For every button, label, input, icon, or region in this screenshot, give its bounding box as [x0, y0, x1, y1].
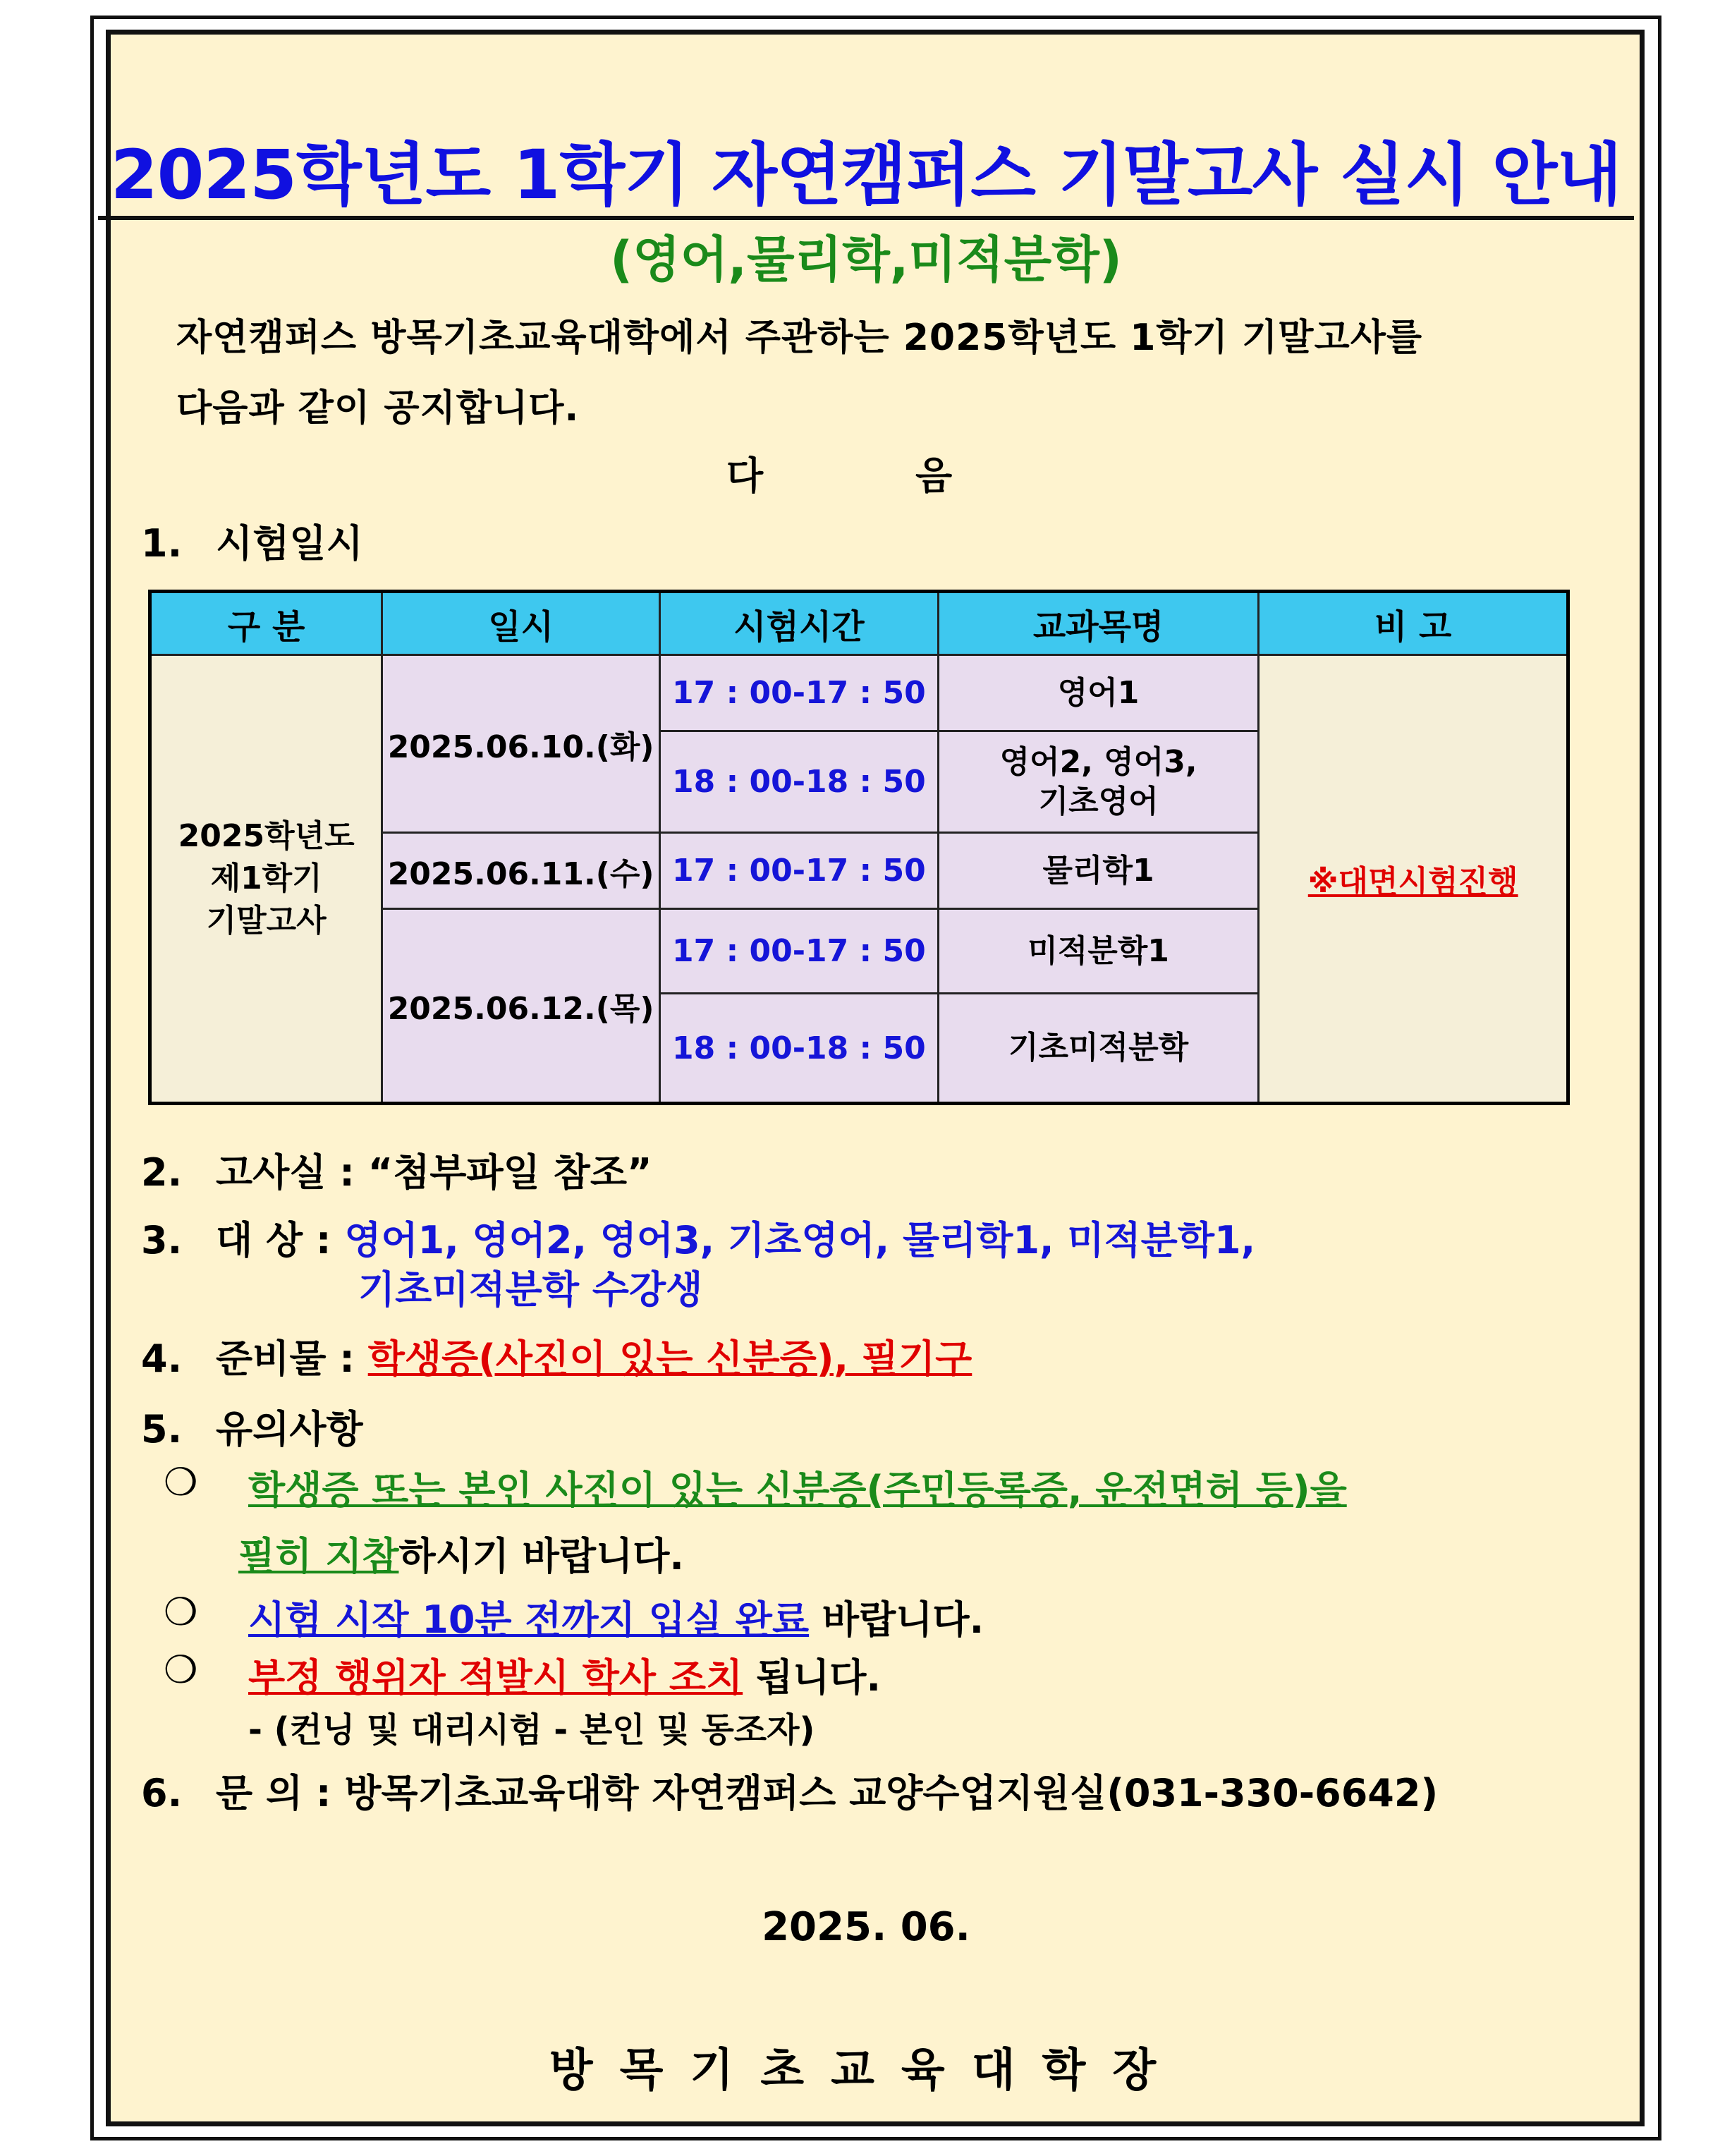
notice-bullet-2-rest: 바랍니다.: [809, 1597, 984, 1642]
section-3-value-1: 영어1, 영어2, 영어3, 기초영어, 물리학1, 미적분학1,: [344, 1218, 1256, 1262]
section-1-number: 1.: [141, 521, 183, 566]
gubun-cell: [150, 655, 382, 1104]
section-6-value: 방목기초교육대학 자연캠퍼스 교양수업지원실(031-330-6642): [344, 1771, 1439, 1815]
section-3-number: 3.: [141, 1218, 183, 1262]
intro-line-2: 다음과 같이 공지합니다.: [176, 387, 580, 430]
time-cell: 18 : 00-18 : 50: [659, 994, 938, 1104]
time-cell: 17 : 00-17 : 50: [659, 655, 938, 731]
subject-cell: [938, 731, 1259, 833]
notice-bullet-1-rest: 하시기 바랍니다.: [398, 1534, 684, 1578]
section-3: [141, 1210, 1255, 1265]
notice-bullet-1-line-1: 학생증 또는 본인 사진이 있는 신분증(주민등록증, 운전면허 등)을: [248, 1468, 1347, 1512]
section-2-number: 2.: [141, 1150, 183, 1195]
section-6-label: 문 의 :: [216, 1771, 331, 1815]
header-gubun: 구 분: [150, 592, 382, 655]
bullet-icon: ❍: [164, 1460, 198, 1504]
header-date: 일시: [382, 592, 660, 655]
time-cell: 18 : 00-18 : 50: [659, 731, 938, 833]
section-5-number: 5.: [141, 1407, 183, 1451]
section-6: [141, 1763, 1438, 1817]
section-2: [141, 1143, 652, 1197]
section-2-value: “첨부파일 참조”: [367, 1150, 652, 1195]
table-header-row: [150, 592, 1568, 655]
date-cell-1: 2025.06.10.(화): [382, 655, 660, 833]
notice-bullet-3-rest: 됩니다.: [743, 1655, 881, 1700]
header-subject: 교과목명: [938, 592, 1259, 655]
da-label: 다: [726, 453, 764, 498]
subject-cell: 영어1: [938, 655, 1259, 731]
date-cell-2: 2025.06.11.(수): [382, 833, 660, 909]
bullet-icon: ❍: [164, 1590, 198, 1634]
notice-bullet-1-highlight: 필히 지참: [238, 1534, 399, 1578]
section-1-label: 시험일시: [216, 521, 363, 566]
section-6-number: 6.: [141, 1771, 183, 1815]
intro-line-1: 자연캠퍼스 방목기초교육대학에서 주관하는 2025학년도 1학기 기말고사를: [176, 317, 1423, 359]
subject-line-1: 영어2, 영어3,: [999, 743, 1197, 780]
notice-title: 2025학년도 1학기 자연캠퍼스 기말고사 실시 안내: [0, 121, 1732, 218]
notice-bullet-2: [248, 1590, 984, 1644]
header-note: 비 고: [1259, 592, 1568, 655]
subject-line-2: 기초영어: [1038, 783, 1159, 820]
exam-schedule-table: [148, 590, 1570, 1105]
section-4-value: 학생증(사진이 있는 신분증), 필기구: [367, 1336, 972, 1381]
subject-cell: 물리학1: [938, 833, 1259, 909]
header-time: 시험시간: [659, 592, 938, 655]
section-5: [141, 1399, 363, 1454]
notice-bullet-2-highlight: 시험 시작 10분 전까지 입실 완료: [248, 1597, 810, 1642]
section-4-label: 준비물 :: [216, 1336, 355, 1381]
note-cell: ※대면시험진행: [1259, 655, 1568, 1104]
subject-cell: 기초미적분학: [938, 994, 1259, 1104]
gubun-line-2: 제1학기: [210, 860, 322, 896]
notice-subtitle: (영어,물리학,미적분학): [610, 231, 1122, 288]
date-cell-3: 2025.06.12.(목): [382, 909, 660, 1104]
section-4: [141, 1329, 972, 1383]
section-2-label: 고사실 :: [216, 1150, 355, 1195]
section-3-label: 대 상 :: [216, 1218, 331, 1262]
eum-label: 음: [915, 453, 953, 498]
section-5-label: 유의사항: [216, 1407, 363, 1451]
notice-bullet-3-highlight: 부정 행위자 적발시 학사 조치: [248, 1655, 743, 1700]
section-3-value-2: 기초미적분학 수강생: [358, 1267, 703, 1312]
table-row: [150, 655, 1568, 731]
section-4-number: 4.: [141, 1336, 183, 1381]
gubun-line-1: 2025학년도: [178, 818, 355, 854]
bullet-icon: ❍: [164, 1648, 198, 1692]
gubun-line-3: 기말고사: [206, 903, 327, 939]
footer-org: 방목기초교육대학장: [549, 2045, 1183, 2097]
notice-bullet-3: [248, 1648, 881, 1702]
time-cell: 17 : 00-17 : 50: [659, 909, 938, 994]
subject-cell: 미적분학1: [938, 909, 1259, 994]
notice-bullet-1-line-2: [238, 1526, 684, 1581]
notice-bullet-3-sub: - (컨닝 및 대리시험 - 본인 및 동조자): [248, 1710, 815, 1750]
section-1: [141, 513, 363, 568]
footer-date: 2025. 06.: [762, 1904, 970, 1950]
time-cell: 17 : 00-17 : 50: [659, 833, 938, 909]
